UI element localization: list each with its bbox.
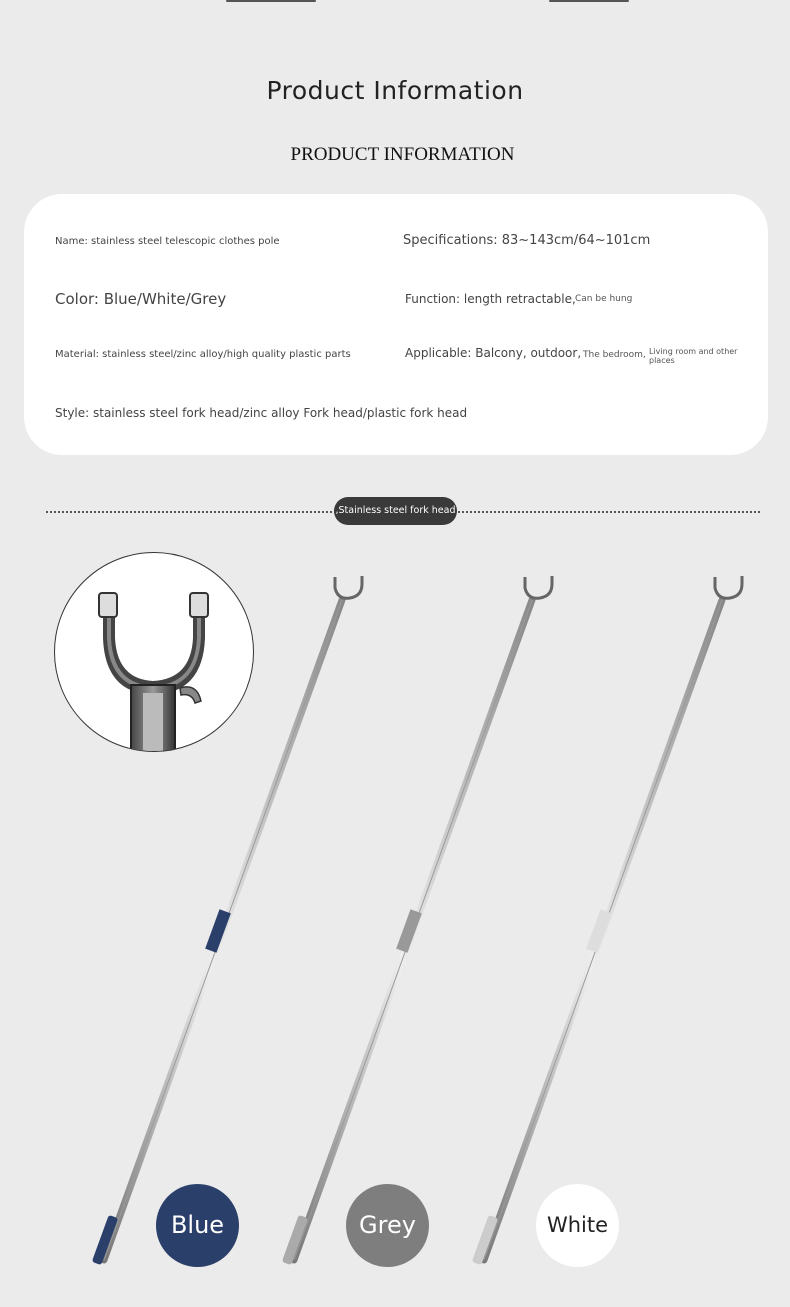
info-function-note: Can be hung [575, 294, 633, 304]
info-function: Function: length retractable, [405, 292, 576, 306]
info-applicable-note: Living room and other places [649, 347, 738, 365]
top-image-edge [0, 0, 790, 6]
info-name: Name: stainless steel telescopic clothes pole [55, 236, 280, 247]
info-style: Style: stainless steel fork head/zinc alloy Fork head/plastic fork head [55, 406, 468, 420]
product-info-card [24, 194, 768, 455]
section-title: Product Information [266, 76, 524, 105]
info-material: Material: stainless steel/zinc alloy/high quality plastic parts [55, 349, 351, 360]
previous-image-fragment [549, 0, 629, 2]
section-subtitle: PRODUCT INFORMATION [290, 144, 515, 165]
color-option-grey: Grey [346, 1184, 429, 1267]
feature-label-badge: ,Stainless steel fork head [334, 497, 457, 525]
pole-blue [92, 576, 362, 1265]
color-option-white: White [536, 1184, 619, 1267]
pole-white [472, 576, 742, 1265]
info-applicable: Applicable: Balcony, outdoor, [405, 346, 582, 360]
color-option-blue: Blue [156, 1184, 239, 1267]
info-applicable-note: The bedroom, [583, 350, 646, 360]
pole-variants-illustration [0, 560, 790, 1280]
info-specifications: Specifications: 83~143cm/64~101cm [403, 233, 651, 248]
info-color: Color: Blue/White/Grey [55, 290, 227, 308]
previous-image-fragment [226, 0, 316, 2]
pole-grey [282, 576, 552, 1265]
